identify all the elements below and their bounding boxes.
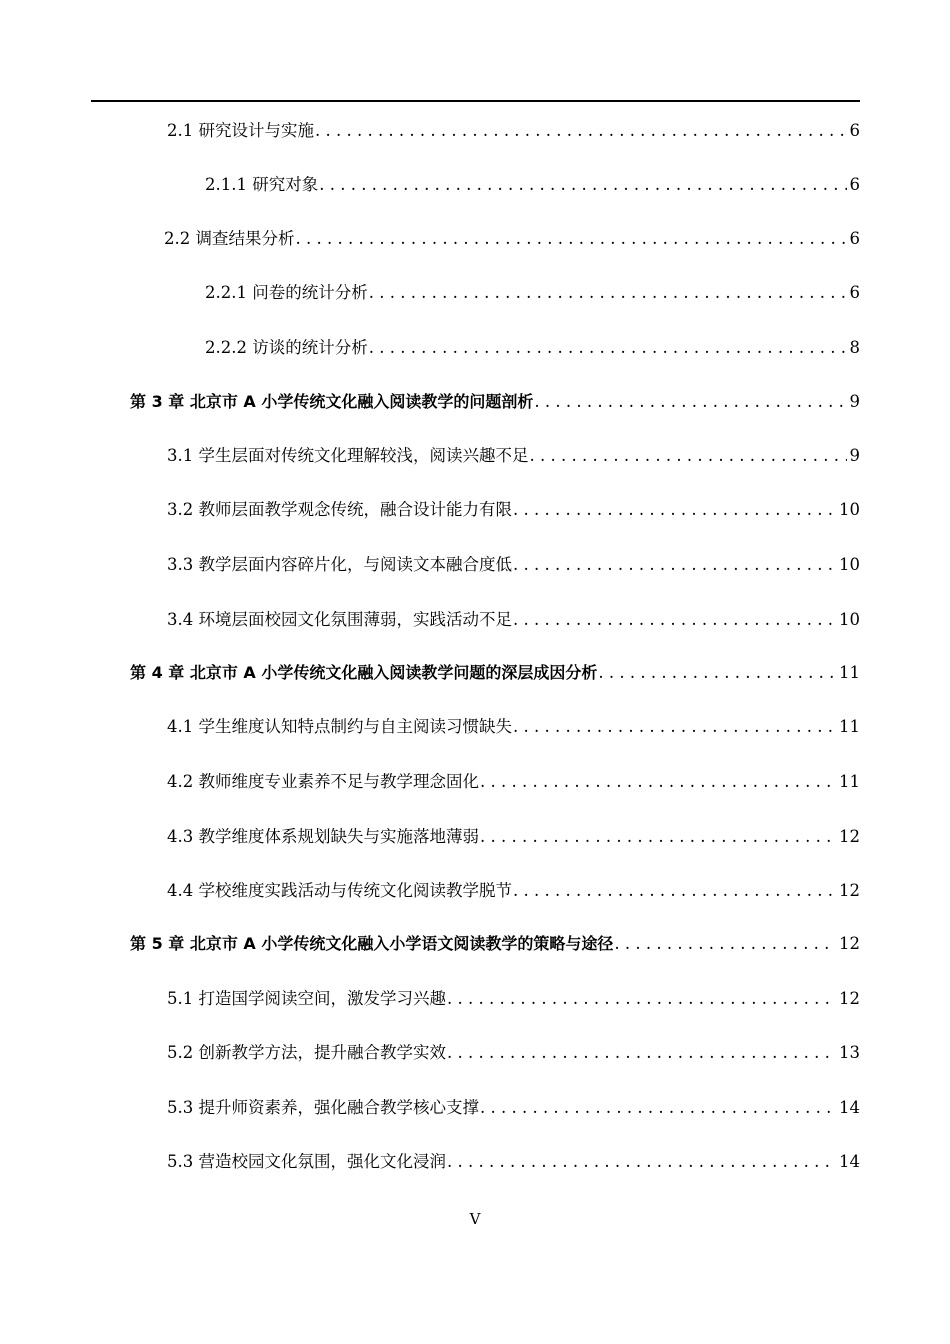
- toc-entry-title: 4.4 学校维度实践活动与传统文化阅读教学脱节: [167, 881, 512, 900]
- toc-entry[interactable]: [167, 1151, 860, 1173]
- toc-entry[interactable]: [164, 228, 860, 250]
- dot-leader: [480, 771, 836, 793]
- toc-entry[interactable]: [167, 445, 860, 467]
- toc-chapter[interactable]: [130, 933, 860, 955]
- page-number: V: [469, 1210, 481, 1228]
- dot-leader: [447, 1042, 836, 1064]
- dot-leader: [513, 880, 836, 902]
- toc-entry-title: 2.1.1 研究对象: [205, 175, 319, 194]
- dot-leader: [530, 445, 847, 467]
- toc-entry[interactable]: [167, 499, 860, 521]
- toc-entry-page: 6: [849, 175, 860, 194]
- toc-entry-page: 12: [839, 989, 860, 1008]
- toc-entry-page: 14: [839, 1152, 860, 1171]
- dot-leader: [369, 282, 847, 304]
- toc-entry[interactable]: [167, 609, 860, 631]
- toc-entry[interactable]: [167, 554, 860, 576]
- toc-entry-page: 9: [849, 392, 860, 411]
- toc-entry[interactable]: [167, 880, 860, 902]
- toc-entry-page: 12: [839, 934, 860, 953]
- toc-entry-title: 4.1 学生维度认知特点制约与自主阅读习惯缺失: [167, 717, 512, 736]
- toc-entry[interactable]: [167, 1042, 860, 1064]
- toc-entry[interactable]: [205, 337, 860, 359]
- toc-entry-page: 11: [839, 663, 860, 682]
- toc-entry-page: 10: [839, 610, 860, 629]
- toc-entry-page: 14: [839, 1098, 860, 1117]
- toc-entry-page: 6: [849, 121, 860, 140]
- dot-leader: [614, 933, 836, 955]
- toc-chapter[interactable]: [130, 662, 860, 684]
- dot-leader: [447, 988, 836, 1010]
- toc-entry-page: 6: [849, 229, 860, 248]
- dot-leader: [319, 174, 846, 196]
- toc-entry-page: 10: [839, 555, 860, 574]
- toc-entry-title: 2.1 研究设计与实施: [167, 121, 314, 140]
- dot-leader: [513, 554, 836, 576]
- toc-entry[interactable]: [205, 174, 860, 196]
- dot-leader: [598, 662, 836, 684]
- toc-chapter-title: 第 4 章 北京市 A 小学传统文化融入阅读教学问题的深层成因分析: [130, 663, 598, 682]
- toc-chapter-title: 第 5 章 北京市 A 小学传统文化融入小学语文阅读教学的策略与途径: [130, 934, 614, 953]
- toc-entry-title: 5.3 提升师资素养，强化融合教学核心支撑: [167, 1098, 479, 1117]
- dot-leader: [513, 609, 836, 631]
- toc-chapter[interactable]: [130, 391, 860, 413]
- toc-entry-page: 8: [849, 338, 860, 357]
- dot-leader: [513, 499, 836, 521]
- toc-chapter-title: 第 3 章 北京市 A 小学传统文化融入阅读教学的问题剖析: [130, 392, 534, 411]
- toc-entry-page: 12: [839, 827, 860, 846]
- toc-entry-title: 4.3 教学维度体系规划缺失与实施落地薄弱: [167, 827, 479, 846]
- dot-leader: [296, 228, 847, 250]
- toc-entry-title: 3.1 学生层面对传统文化理解较浅，阅读兴趣不足: [167, 446, 529, 465]
- toc-entry-title: 2.2.1 问卷的统计分析: [205, 283, 368, 302]
- dot-leader: [369, 337, 847, 359]
- toc-entry[interactable]: [167, 120, 860, 142]
- toc-entry[interactable]: [167, 716, 860, 738]
- toc-entry[interactable]: [167, 988, 860, 1010]
- toc-entry[interactable]: [167, 771, 860, 793]
- dot-leader: [447, 1151, 836, 1173]
- toc-entry-page: 12: [839, 881, 860, 900]
- dot-leader: [480, 826, 836, 848]
- toc-entry-page: 9: [849, 446, 860, 465]
- toc-entry-title: 3.4 环境层面校园文化氛围薄弱，实践活动不足: [167, 610, 512, 629]
- toc-entry-title: 3.2 教师层面教学观念传统，融合设计能力有限: [167, 500, 512, 519]
- toc-entry-page: 10: [839, 500, 860, 519]
- toc-entry[interactable]: [167, 1097, 860, 1119]
- dot-leader: [480, 1097, 836, 1119]
- toc-entry[interactable]: [205, 282, 860, 304]
- dot-leader: [534, 391, 846, 413]
- toc-entry[interactable]: [167, 826, 860, 848]
- dot-leader: [315, 120, 847, 142]
- toc-entry-title: 5.2 创新教学方法，提升融合教学实效: [167, 1043, 446, 1062]
- toc-entry-title: 5.3 营造校园文化氛围，强化文化浸润: [167, 1152, 446, 1171]
- toc-entry-title: 4.2 教师维度专业素养不足与教学理念固化: [167, 772, 479, 791]
- toc-entry-page: 11: [839, 717, 860, 736]
- toc-entry-title: 5.1 打造国学阅读空间，激发学习兴趣: [167, 989, 446, 1008]
- toc-entry-page: 13: [839, 1043, 860, 1062]
- toc-entry-title: 2.2 调查结果分析: [164, 229, 295, 248]
- toc-entry-title: 3.3 教学层面内容碎片化，与阅读文本融合度低: [167, 555, 512, 574]
- toc-entry-page: 6: [849, 283, 860, 302]
- toc-entry-title: 2.2.2 访谈的统计分析: [205, 338, 368, 357]
- dot-leader: [513, 716, 836, 738]
- header-rule: [91, 100, 860, 102]
- toc-entry-page: 11: [839, 772, 860, 791]
